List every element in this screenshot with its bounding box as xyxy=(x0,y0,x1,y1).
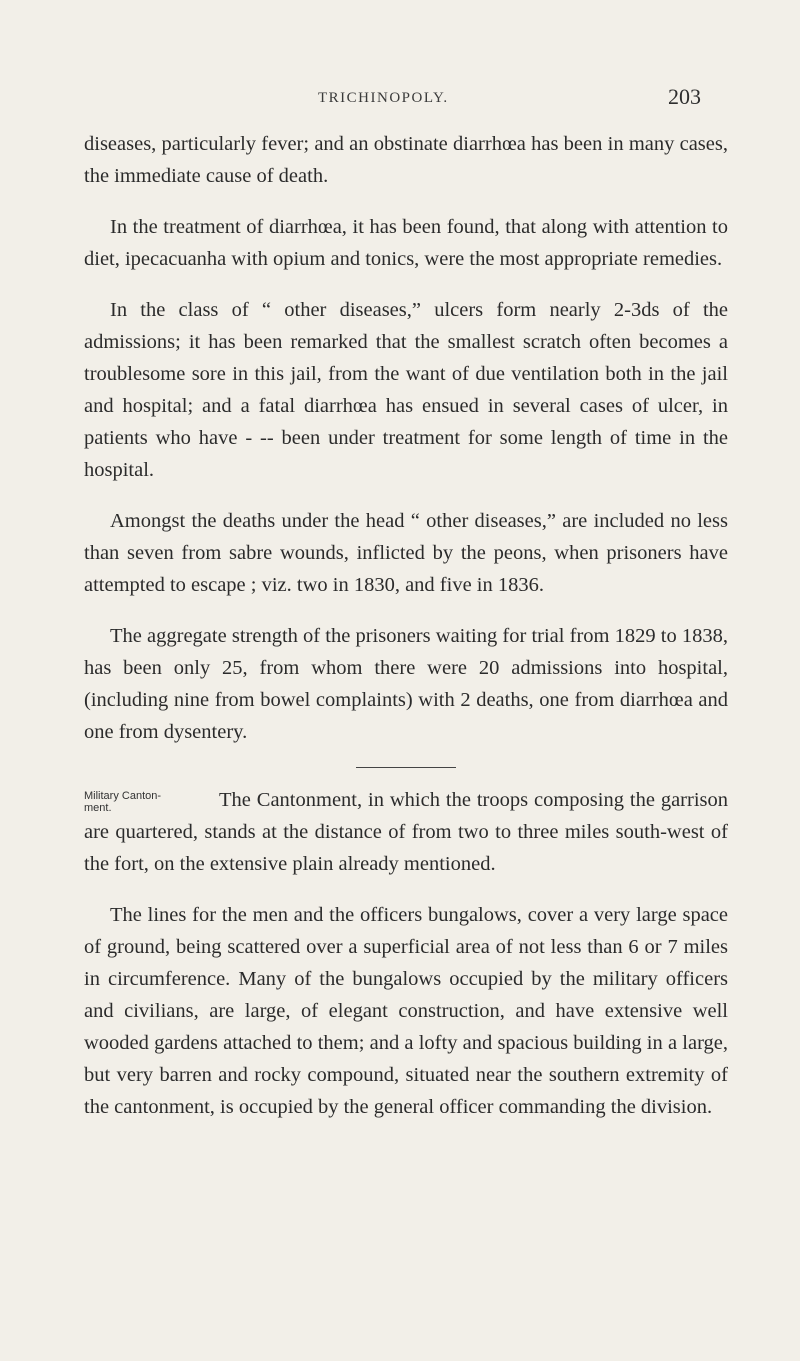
running-head xyxy=(0,84,800,112)
paragraph: diseases, particularly fever; and an obstinate diarrhœa has been in many cases, the immediate cause of death. xyxy=(84,133,728,187)
paragraph: Amongst the deaths under the head “ other diseases,” are included no less than seven from sabre wounds, inflicted by the peons, when prisoners have attempted to escape ; viz. two in 1830, and five in 1836. xyxy=(84,510,728,596)
page-number: 203 xyxy=(668,84,701,109)
paragraph: In the treatment of diarrhœa, it has been found, that along with attention to diet, ipecacuanha with opium and tonics, were the most appropriate remedies. xyxy=(84,216,728,270)
paragraph: The lines for the men and the officers bungalows, cover a very large space of ground, being scattered over a superficial area of not less than 6 or 7 miles in circumference. Many of the bungalows occupied by the military officers and civilians, are large, of elegant construction, and have extensive well wooded gardens attached to them; and a lofty and spacious building in a large, but very barren and rocky compound, situated near the southern extremity of the cantonment, is occupied by the general officer commanding the division. xyxy=(84,904,728,1118)
cantonment-section xyxy=(84,784,728,1123)
running-title: TRICHINOPOLY. xyxy=(318,90,449,106)
paragraph: In the class of “ other diseases,” ulcers form nearly 2-3ds of the admissions; it has been remarked that the smallest scratch often becomes a troublesome sore in this jail, from the want of due ventilation both in the jail and hospital; and a fatal diarrhœa has ensued in several cases of ulcer, in patients who have - -- been under treatment for some length of time in the hospital. xyxy=(84,299,728,481)
paragraph: The aggregate strength of the prisoners waiting for trial from 1829 to 1838, has been only 25, from whom there were 20 admissions into hospital, (including nine from bowel complaints) with 2 deaths, one from diarrhœa and one from dysentery. xyxy=(84,625,728,743)
paragraph: The Cantonment, in which the troops composing the garrison are quartered, stands at the distance of from two to three miles south-west of the fort, on the extensive plain already mentioned. xyxy=(84,789,728,875)
marginal-note: Military Canton-ment. xyxy=(84,790,162,814)
section-divider xyxy=(356,767,456,768)
body-text xyxy=(84,128,728,1142)
